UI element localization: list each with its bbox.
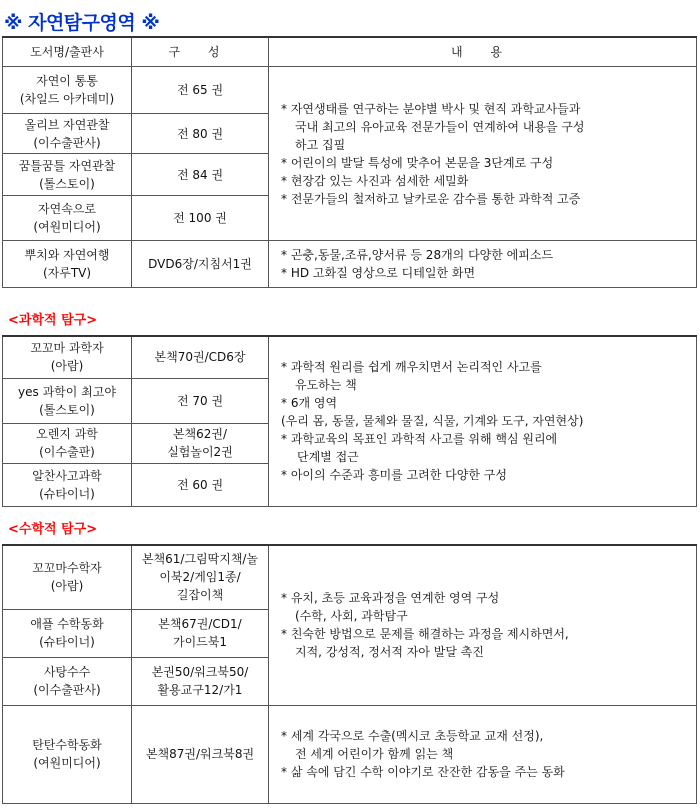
book-publisher: (아람) — [50, 359, 84, 374]
composition-cell — [132, 463, 269, 506]
book-title: 사탕수수 — [43, 665, 91, 679]
composition-cell: DVD6장/지침서1권 — [132, 241, 269, 288]
book-cell — [3, 463, 132, 506]
book-publisher: (톨스토이) — [39, 402, 95, 417]
book-publisher: (여원미디어) — [33, 220, 101, 234]
book-publisher: (차일드 아카데미) — [19, 92, 115, 106]
content-line: * 과학적 원리를 쉽게 깨우치면서 논리적인 사고를 — [281, 360, 542, 375]
content-line: 하고 집필 — [295, 137, 346, 152]
tv-content-cell — [269, 241, 697, 288]
content-line: * 친숙한 방법으로 문제를 해결하는 과정을 제시하면서, — [281, 627, 569, 642]
book-cell — [3, 114, 132, 154]
composition-line: 전 70 권 — [176, 393, 224, 408]
book-title: 자연이 통통 — [36, 74, 98, 88]
composition-line: 이북2/게임1종/ — [159, 570, 241, 585]
content-line: 지적, 강성적, 정서적 자아 발달 촉진 — [295, 645, 484, 660]
composition-line: 본권50/워크북50/ — [151, 665, 249, 679]
header-composition: 구 성 — [132, 37, 269, 67]
content-line: * 현장감 있는 사진과 섬세한 세밀화 — [281, 173, 469, 188]
book-publisher: (슈타이너) — [39, 635, 95, 649]
content-line: (수학, 사회, 과학탐구 — [295, 609, 408, 624]
composition-line: 전 60 권 — [176, 477, 224, 492]
book-title: 뿌치와 자연여행 — [24, 248, 110, 262]
composition-cell: 전 80 권 — [132, 114, 269, 154]
composition-cell — [132, 609, 269, 657]
book-title: 애플 수학동화 — [30, 617, 104, 631]
book-title: 탄탄수학동화 — [32, 738, 102, 752]
page-title: ※ 자연탐구영역 ※ — [4, 12, 160, 34]
book-publisher: (톨스토이) — [39, 176, 95, 191]
content-line: * 어린이의 발달 특성에 맞추어 본문을 3단계로 구성 — [281, 155, 554, 170]
table-row — [3, 241, 697, 288]
composition-cell — [132, 378, 269, 423]
composition-cell: 전 84 권 — [132, 154, 269, 196]
book-publisher: (이수출판사) — [33, 683, 101, 697]
composition-line: 본책70권/CD6장 — [154, 350, 246, 365]
book-cell — [3, 657, 132, 705]
book-title: 오렌지 과학 — [36, 427, 98, 441]
content-line: * 과학교육의 목표인 과학적 사고를 위해 핵심 원리에 — [281, 432, 558, 447]
science-content-cell — [269, 336, 697, 506]
composition-cell: 본책87권/워크북8권 — [132, 705, 269, 803]
table-row — [3, 336, 697, 378]
book-publisher: (자루TV) — [42, 266, 92, 280]
book-cell — [3, 545, 132, 609]
math-content-cell — [269, 545, 697, 705]
content-line: * HD 고화질 영상으로 디테일한 화면 — [281, 266, 476, 280]
science-section-label: <과학적 탐구> — [8, 313, 98, 328]
content-line: 단계별 접근 — [297, 450, 359, 465]
math-last-content-cell — [269, 705, 697, 803]
book-cell — [3, 336, 132, 378]
composition-cell — [132, 545, 269, 609]
content-line: 유도하는 책 — [295, 378, 357, 393]
content-line: * 6개 영역 — [281, 396, 338, 411]
content-line: * 곤충,동물,조류,양서류 등 28개의 다양한 에피소드 — [281, 248, 554, 262]
book-cell — [3, 609, 132, 657]
nature-table — [2, 36, 697, 288]
composition-line: 가이드북1 — [172, 635, 227, 649]
table-row — [3, 67, 697, 114]
math-section-label: <수학적 탐구> — [8, 522, 98, 537]
book-cell — [3, 241, 132, 288]
book-publisher: (아람) — [50, 579, 84, 594]
composition-line: 실험놀이2권 — [167, 445, 233, 459]
book-cell — [3, 196, 132, 241]
book-title: 꼬꼬마수학자 — [32, 561, 102, 576]
composition-line: 활용교구12/가1 — [157, 683, 243, 697]
book-title: yes 과학이 최고야 — [18, 384, 116, 399]
content-line: 전 세계 어린이가 함께 읽는 책 — [295, 747, 454, 761]
content-line: * 삶 속에 담긴 수학 이야기로 잔잔한 감동을 주는 동화 — [281, 765, 565, 779]
book-title: 자연속으로 — [38, 202, 96, 216]
composition-line: 길잡이책 — [176, 588, 224, 603]
header-book: 도서명/출판사 — [3, 37, 132, 67]
book-cell — [3, 378, 132, 423]
content-line: * 자연생태를 연구하는 분야별 박사 및 현직 과학교사들과 — [281, 101, 581, 116]
composition-line: 본책62권/ — [172, 427, 228, 441]
book-title: 꼬꼬마 과학자 — [30, 341, 104, 356]
content-line: * 유치, 초등 교육과정을 연계한 영역 구성 — [281, 591, 500, 606]
book-publisher: (여원미디어) — [33, 756, 101, 770]
book-cell — [3, 154, 132, 196]
composition-line: 본책61/그림딱지책/놀 — [141, 552, 259, 567]
book-cell — [3, 423, 132, 463]
composition-cell: 전 100 권 — [132, 196, 269, 241]
composition-cell — [132, 657, 269, 705]
composition-line: 본책67권/CD1/ — [158, 617, 242, 631]
nature-content-cell — [269, 67, 697, 241]
composition-cell — [132, 336, 269, 378]
science-table — [2, 335, 697, 507]
content-line: * 아이의 수준과 흥미를 고려한 다양한 구성 — [281, 468, 507, 483]
book-publisher: (이수출판) — [39, 445, 95, 459]
book-title: 올리브 자연관찰 — [24, 117, 110, 132]
content-line: (우리 몸, 동물, 물체와 물질, 식물, 기계와 도구, 자연현상) — [281, 414, 584, 429]
content-line: * 전문가들의 철저하고 날카로운 감수를 통한 과학적 고증 — [281, 191, 581, 206]
book-publisher: (이수출판사) — [33, 135, 101, 150]
book-title: 꿈틀꿈틀 자연관찰 — [18, 158, 116, 173]
book-cell — [3, 67, 132, 114]
book-publisher: (슈타이너) — [39, 486, 95, 501]
composition-cell: 전 65 권 — [132, 67, 269, 114]
book-title: 알찬사고과학 — [32, 468, 102, 483]
table-header-row — [3, 37, 697, 67]
table-row — [3, 545, 697, 609]
table-row — [3, 705, 697, 803]
math-table — [2, 544, 697, 804]
content-line: * 세계 각국으로 수출(멕시코 초등학교 교재 선정), — [281, 729, 544, 743]
composition-cell — [132, 423, 269, 463]
header-content: 내 용 — [269, 37, 697, 67]
content-line: 국내 최고의 유아교육 전문가들이 연계하여 내용을 구성 — [295, 119, 585, 134]
book-cell — [3, 705, 132, 803]
